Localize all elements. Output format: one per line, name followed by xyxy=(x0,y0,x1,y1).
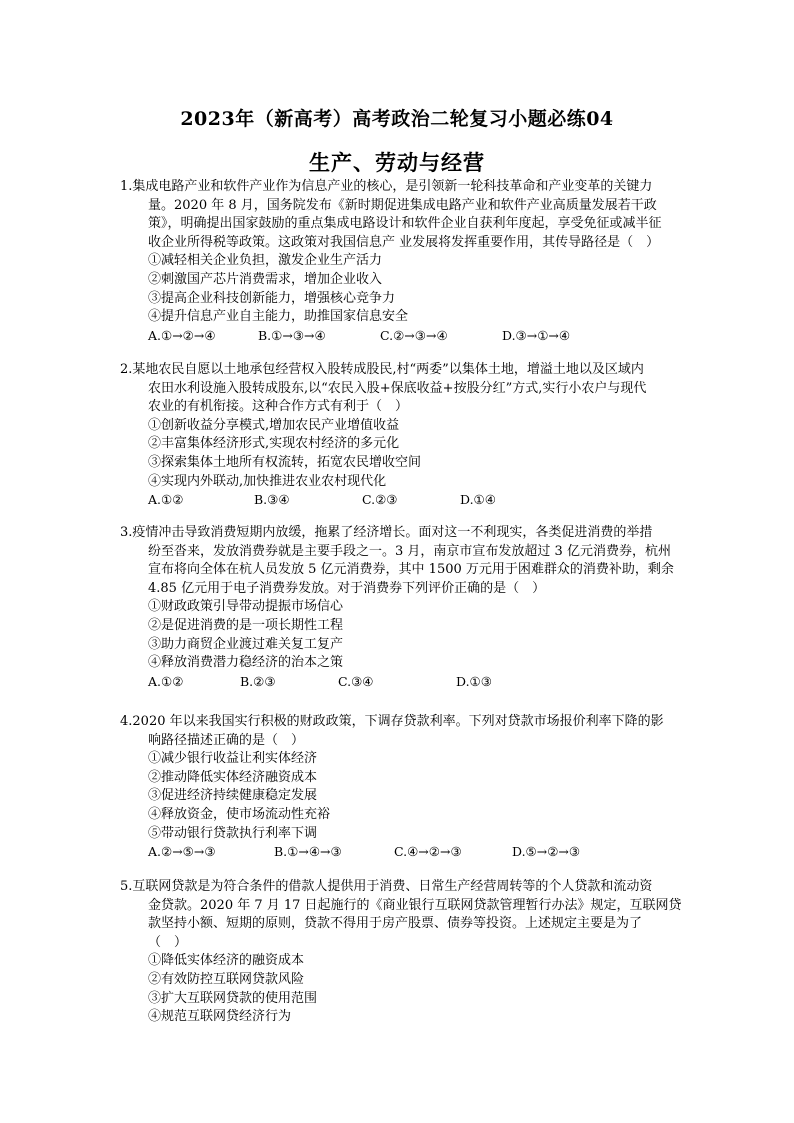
question-option: ②是促进消费的是一项长期性工程 xyxy=(148,617,344,633)
answer-choice-d: D.①③ xyxy=(456,673,492,689)
question-4 xyxy=(120,713,700,862)
question-option: ③扩大互联网贷款的使用范围 xyxy=(148,990,318,1006)
answer-choices xyxy=(120,491,700,510)
question-stem-line: 策》，明确提出国家鼓励的重点集成电路设计和软件企业自获利年度起，享受免征或减半征 xyxy=(148,216,662,232)
question-stem-line: 4.2020 年以来我国实行积极的财政政策，下调存贷款利率。下列对贷款市场报价利率下降的影 xyxy=(120,714,664,729)
question-option: ②丰富集体经济形式,实现农村经济的多元化 xyxy=(148,436,400,452)
question-stem-line: 量。2020 年 8 月，国务院发布《新时期促进集成电路产业和软件产业高质量发展若干政 xyxy=(148,197,657,213)
answer-choice-c: C.③④ xyxy=(338,673,374,689)
answer-choices xyxy=(120,673,700,692)
question-option: ②刺激国产芯片消费需求，增加企业收入 xyxy=(148,271,383,287)
question-stem-line: 农业的有机衔接。这种合作方式有利于（ ） xyxy=(148,399,409,415)
question-stem-line: 款坚持小额、短期的原则，贷款不得用于房产股票、债券等投资。上述规定主要是为了 xyxy=(148,916,643,932)
question-5 xyxy=(120,878,700,1027)
answer-choice-b: B.②③ xyxy=(240,673,276,689)
answer-choice-d: D.⑤→②→③ xyxy=(512,844,581,860)
question-stem-line: 农田水利设施入股转成股东,以“农民入股+保底收益+按股分红”方式,实行小农户与现代 xyxy=(148,380,647,396)
question-stem-line: 宣布将向全体在杭人员发放 5 亿元消费券，其中 1500 万元用于困难群众的消费补助，剩余 xyxy=(148,562,674,578)
question-stem-line: 金贷款。2020 年 7 月 17 日起施行的《商业银行互联网贷款管理暂行办法》规定，互联网贷 xyxy=(148,897,682,913)
answer-choice-a: A.①→②→④ xyxy=(148,327,216,343)
answer-choice-c: C.②→③→④ xyxy=(380,327,448,343)
question-3 xyxy=(120,524,700,691)
answer-choice-b: B.③④ xyxy=(254,492,290,508)
question-option: ②有效防控互联网贷款风险 xyxy=(148,971,305,987)
answer-choice-b: B.①→④→③ xyxy=(274,844,342,860)
answer-choice-d: D.③→①→④ xyxy=(502,327,571,343)
question-option: ①减轻相关企业负担，激发企业生产活力 xyxy=(148,253,383,269)
answer-choice-a: A.②→⑤→③ xyxy=(148,844,216,860)
question-stem-line: 纷至沓来，发放消费券就是主要手段之一。3 月，南京市宣布发放超过 3 亿元消费券，杭州 xyxy=(148,543,671,559)
question-stem-line: 响路径描述正确的是（ ） xyxy=(148,732,305,748)
question-option: ③探索集体土地所有权流转，拓宽农民增收空间 xyxy=(148,454,422,470)
question-stem-line: 1.集成电路产业和软件产业作为信息产业的核心，是引领新一轮科技革命和产业变革的关键力 xyxy=(120,179,653,194)
answer-choices xyxy=(120,327,700,346)
answer-choice-a: A.①② xyxy=(148,492,184,508)
question-option: ①创新收益分享模式,增加农民产业增值收益 xyxy=(148,417,400,433)
question-stem-line: （ ） xyxy=(148,934,188,950)
question-2 xyxy=(120,361,700,510)
question-option: ③助力商贸企业渡过难关复工复产 xyxy=(148,636,344,652)
question-stem-line: 3.疫情冲击导致消费短期内放缓，拖累了经济增长。面对这一不利现实，各类促进消费的举措 xyxy=(120,525,653,540)
question-option: ⑤带动银行贷款执行利率下调 xyxy=(148,825,318,841)
answer-choice-a: A.①② xyxy=(148,673,184,689)
question-stem-line: 收企业所得税等政策。这政策对我国信息产 业发展将发挥重要作用，其传导路径是（ ） xyxy=(148,234,660,250)
document-title: 2023年（新高考）高考政治二轮复习小题必练04 xyxy=(180,108,614,130)
question-option: ④实现内外联动,加快推进农业农村现代化 xyxy=(148,473,387,489)
question-option: ①财政政策引导带动提振市场信心 xyxy=(148,599,344,615)
question-stem-line: 2.某地农民自愿以土地承包经营权入股转成股民,村“两委”以集体土地，增溢土地以及区域内 xyxy=(120,362,644,377)
question-option: ②推动降低实体经济融资成本 xyxy=(148,769,318,785)
question-option: ④规范互联网贷经济行为 xyxy=(148,1009,292,1025)
question-option: ④提升信息产业自主能力，助推国家信息安全 xyxy=(148,309,409,325)
question-option: ③提高企业科技创新能力，增强核心竞争力 xyxy=(148,290,396,306)
question-option: ④释放资金，使市场流动性充裕 xyxy=(148,806,331,822)
question-1 xyxy=(120,178,700,345)
question-stem-line: 4.85 亿元用于电子消费券发放。对于消费券下列评价正确的是（ ） xyxy=(148,580,546,596)
question-option: ③促进经济持续健康稳定发展 xyxy=(148,788,318,804)
question-option: ④释放消费潜力稳经济的治本之策 xyxy=(148,655,344,671)
question-option: ①减少银行收益让利实体经济 xyxy=(148,751,318,767)
document-subtitle: 生产、劳动与经营 xyxy=(309,150,485,175)
question-stem-line: 5.互联网贷款是为符合条件的借款人提供用于消费、日常生产经营周转等的个人贷款和流动资 xyxy=(120,879,653,894)
answer-choice-c: C.④→②→③ xyxy=(394,844,462,860)
answer-choice-c: C.②③ xyxy=(362,492,398,508)
answer-choice-b: B.①→③→④ xyxy=(258,327,326,343)
answer-choices xyxy=(120,843,700,862)
question-option: ①降低实体经济的融资成本 xyxy=(148,953,305,969)
answer-choice-d: D.①④ xyxy=(460,492,496,508)
